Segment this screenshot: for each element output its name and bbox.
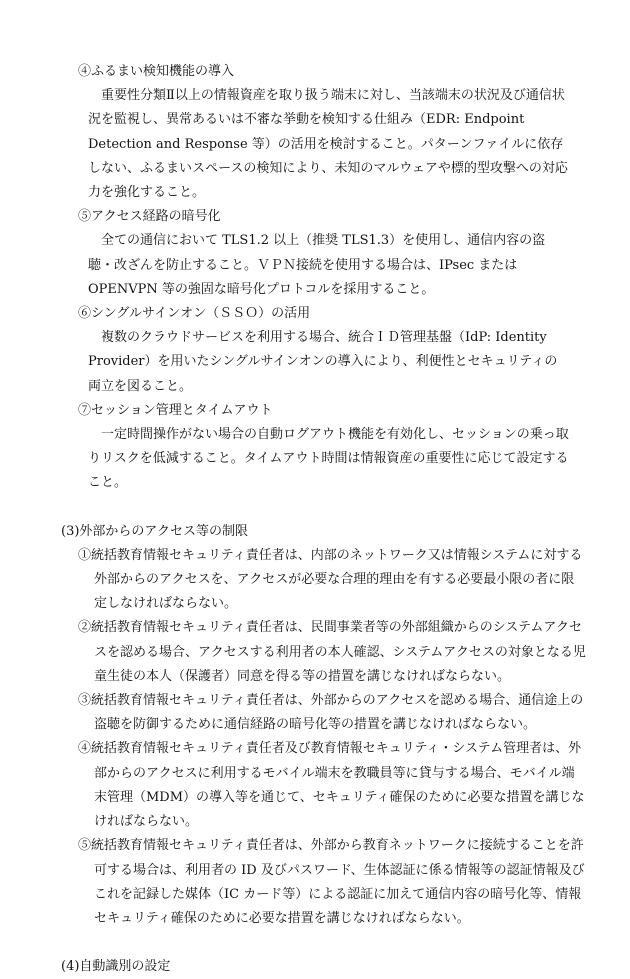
sub-item-body: 一定時間操作がない場合の自動ログアウト機能を有効化し、セッションの乗っ取りリスクを低減すること。タイムアウト時間は情報資産の重要性に応じて設定すること。 [88,427,569,491]
list-item: ③統括教育情報セキュリティ責任者は、外部からのアクセスを認める場合、通信途上の盗聴を防御するために通信経路の暗号化等の措置を講じなければならない。 [78,693,584,733]
sub-item-body: 重要性分類Ⅱ以上の情報資産を取り扱う端末に対し、当該端末の状況及び通信状況を監視し、異常あるいは不審な挙動を検知する仕組み（EDR: Endpoint Detection and Response 等）の活用を検討すること。パターンファイルに依存しない、ふるまいスペースの検知により、未知のマルウェアや標的型攻撃への対応力を強化すること。 [88,88,568,201]
sub-item-4 [0,60,630,205]
sub-item-body: 全ての通信において TLS1.2 以上（推奨 TLS1.3）を使用し、通信内容の盗聴・改ざんを防止すること。ＶＰＮ接続を使用する場合は、IPsec または OPENVPN 等の強固な暗号化プロトコルを採用すること。 [88,233,546,297]
sub-item-heading: ⑦セッション管理とタイムアウト [78,402,273,418]
sub-item-7 [0,399,630,496]
sub-item-heading: ⑥シングルサインオン（ＳＳＯ）の活用 [78,306,311,322]
spacer [0,931,630,955]
list-item: ①統括教育情報セキュリティ責任者は、内部のネットワーク又は情報システムに対する外部からのアクセスを、アクセスが必要な合理的理由を有する必要最小限の者に限定しなければならない。 [78,547,583,612]
sub-item-5 [0,205,630,302]
list-item: ④統括教育情報セキュリティ責任者及び教育情報セキュリティ・システム管理者は、外部からのアクセスに利用するモバイル端末を教職員等に貸与する場合、モバイル端末管理（MDM）の導入等を通じて、セキュリティ確保のために必要な措置を講じなければならない。 [78,741,585,830]
spacer [0,496,630,520]
section-3 [0,520,630,931]
sub-item-body: 複数のクラウドサービスを利用する場合、統合ＩＤ管理基盤（IdP: Identity Provider）を用いたシングルサインオンの導入により、利便性とセキュリティの両立を図ること。 [88,330,558,394]
section-4 [0,955,630,979]
sub-item-6 [0,302,630,399]
list-item: ⑤統括教育情報セキュリティ責任者は、外部から教育ネットワークに接続することを許可する場合は、利用者の ID 及びパスワード、生体認証に係る情報等の認証情報及びこれを記録した媒体（IC カード等）による認証に加えて通信内容の暗号化等、情報セキュリティ確保のために必要な措置を講じなければならない。 [78,838,585,926]
sub-item-heading: ⑤アクセス経路の暗号化 [78,209,221,225]
section-heading: (3)外部からのアクセス等の制限 [61,523,249,539]
section-heading: (4)自動識別の設定 [61,959,171,975]
list-item: ②統括教育情報セキュリティ責任者は、民間事業者等の外部組織からのシステムアクセスを認める場合、アクセスする利用者の本人確認、システムアクセスの対象となる児童生徒の本人（保護者）同意を得る等の措置を講じなければならない。 [78,620,586,684]
sub-item-heading: ④ふるまい検知機能の導入 [78,64,235,79]
